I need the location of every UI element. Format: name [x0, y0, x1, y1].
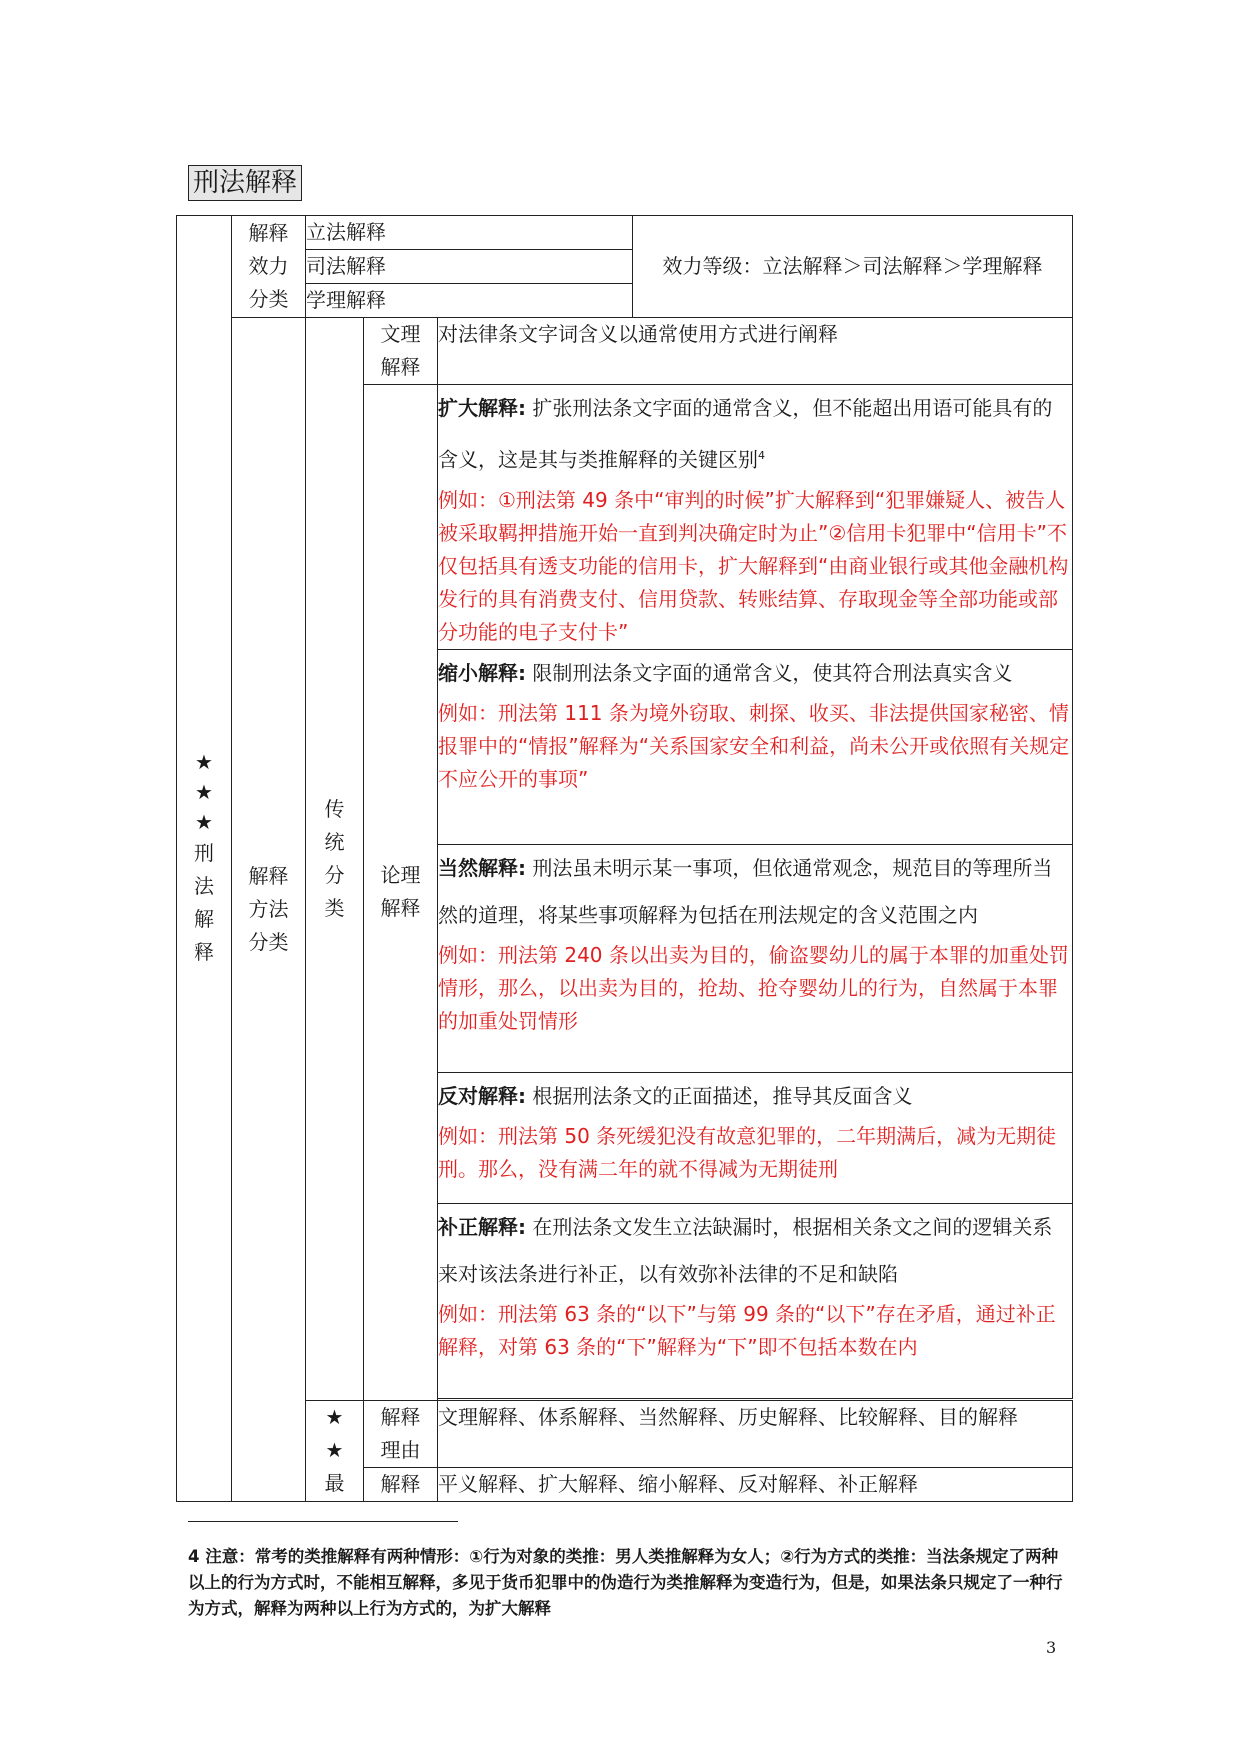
- entry-keyword: 缩小解释:: [438, 660, 526, 685]
- side-label: 刑法解释: [194, 841, 214, 965]
- page-number: 3: [1046, 1638, 1057, 1657]
- result-desc: 平义解释、扩大解释、缩小解释、反对解释、补正解释: [438, 1467, 1073, 1501]
- entry-corrective: [438, 1203, 1073, 1398]
- bottom-stars-cell: ★ ★ 最: [306, 1400, 364, 1501]
- effect-item-legislative: 立法解释: [306, 216, 633, 250]
- side-stars: ★ ★ ★: [195, 750, 213, 835]
- effect-item-doctrinal: 学理解释: [306, 284, 633, 318]
- side-label-cell: [177, 216, 232, 1502]
- effect-note: 效力等级：立法解释＞司法解释＞学理解释: [633, 216, 1073, 318]
- entry-keyword: 反对解释:: [438, 1083, 526, 1108]
- entry-example: 例如：①刑法第 49 条中“审判的时候”扩大解释到“犯罪嫌疑人、被告人被采取羁押措施开始一直到判决确定时为止”②信用卡犯罪中“信用卡”不仅包括具有透支功能的信用卡，扩大解释到“由商业银行或其他金融机构发行的具有消费支付、信用贷款、转账结算、存取现金等全部功能或部分功能的电子支付卡”: [438, 487, 1069, 644]
- traditional-category: 传统分类: [306, 318, 364, 1401]
- literal-desc: 对法律条文字词含义以通常使用方式进行阐释: [438, 318, 1073, 385]
- method-category: 解释方法分类: [232, 318, 306, 1502]
- footnote-ref: 4: [758, 449, 765, 462]
- entry-restrictive: [438, 649, 1073, 844]
- entry-example: 例如：刑法第 240 条以出卖为目的，偷盗婴幼儿的属于本罪的加重处罚情形，那么，以出卖为目的，抢劫、抢夺婴幼儿的行为，自然属于本罪的加重处罚情形: [438, 942, 1069, 1033]
- result-label: 解释: [364, 1467, 438, 1501]
- entry-example: 例如：刑法第 63 条的“以下”与第 99 条的“以下”存在矛盾，通过补正解释，对第 63 条的“下”解释为“下”即不包括本数在内: [438, 1301, 1056, 1359]
- footnote-rule: [188, 1521, 458, 1522]
- interpretation-table: [176, 215, 1073, 1502]
- entry-keyword: 当然解释:: [438, 855, 526, 880]
- section-title: 刑法解释: [188, 165, 302, 201]
- logical-label: 论理解释: [364, 385, 438, 1401]
- footnote: 4 注意：常考的类推解释有两种情形：①行为对象的类推：男人类推解释为女人；②行为方式的类推：当法条规定了两种以上的行为方式时，不能相互解释，多见于货币犯罪中的伪造行为类推解释为变造行为，但是，如果法条只规定了一种行为方式，解释为两种以上行为方式的，为扩大解释: [188, 1547, 1063, 1618]
- reason-label: 解释理由: [364, 1400, 438, 1467]
- entry-natural: [438, 844, 1073, 1072]
- entry-expansive: [438, 385, 1073, 650]
- entry-definition: 限制刑法条文字面的通常含义，使其符合刑法真实含义: [532, 660, 1013, 685]
- effect-item-judicial: 司法解释: [306, 250, 633, 284]
- literal-label: 文理解释: [364, 318, 438, 385]
- reason-desc: 文理解释、体系解释、当然解释、历史解释、比较解释、目的解释: [438, 1400, 1073, 1467]
- entry-definition: 在刑法条文发生立法缺漏时，根据相关条文之间的逻辑关系来对该法条进行补正，以有效弥补法律的不足和缺陷: [438, 1214, 1053, 1286]
- entry-contrary: [438, 1072, 1073, 1203]
- entry-keyword: 扩大解释:: [438, 396, 526, 420]
- effect-category: 解释效力分类: [232, 216, 306, 318]
- entry-example: 例如：刑法第 111 条为境外窃取、刺探、收买、非法提供国家秘密、情报罪中的“情报”解释为“关系国家安全和利益，尚未公开或依照有关规定不应公开的事项”: [438, 700, 1070, 791]
- entry-keyword: 补正解释:: [438, 1214, 526, 1239]
- entry-definition: 刑法虽未明示某一事项，但依通常观念，规范目的等理所当然的道理，将某些事项解释为包括在刑法规定的含义范围之内: [438, 855, 1053, 927]
- entry-definition: 扩张刑法条文字面的通常含义，但不能超出用语可能具有的含义，这是其与类推解释的关键区别: [438, 396, 1053, 472]
- entry-example: 例如：刑法第 50 条死缓犯没有故意犯罪的，二年期满后，减为无期徒刑。那么，没有满二年的就不得减为无期徒刑: [438, 1123, 1057, 1181]
- entry-definition: 根据刑法条文的正面描述，推导其反面含义: [532, 1083, 913, 1108]
